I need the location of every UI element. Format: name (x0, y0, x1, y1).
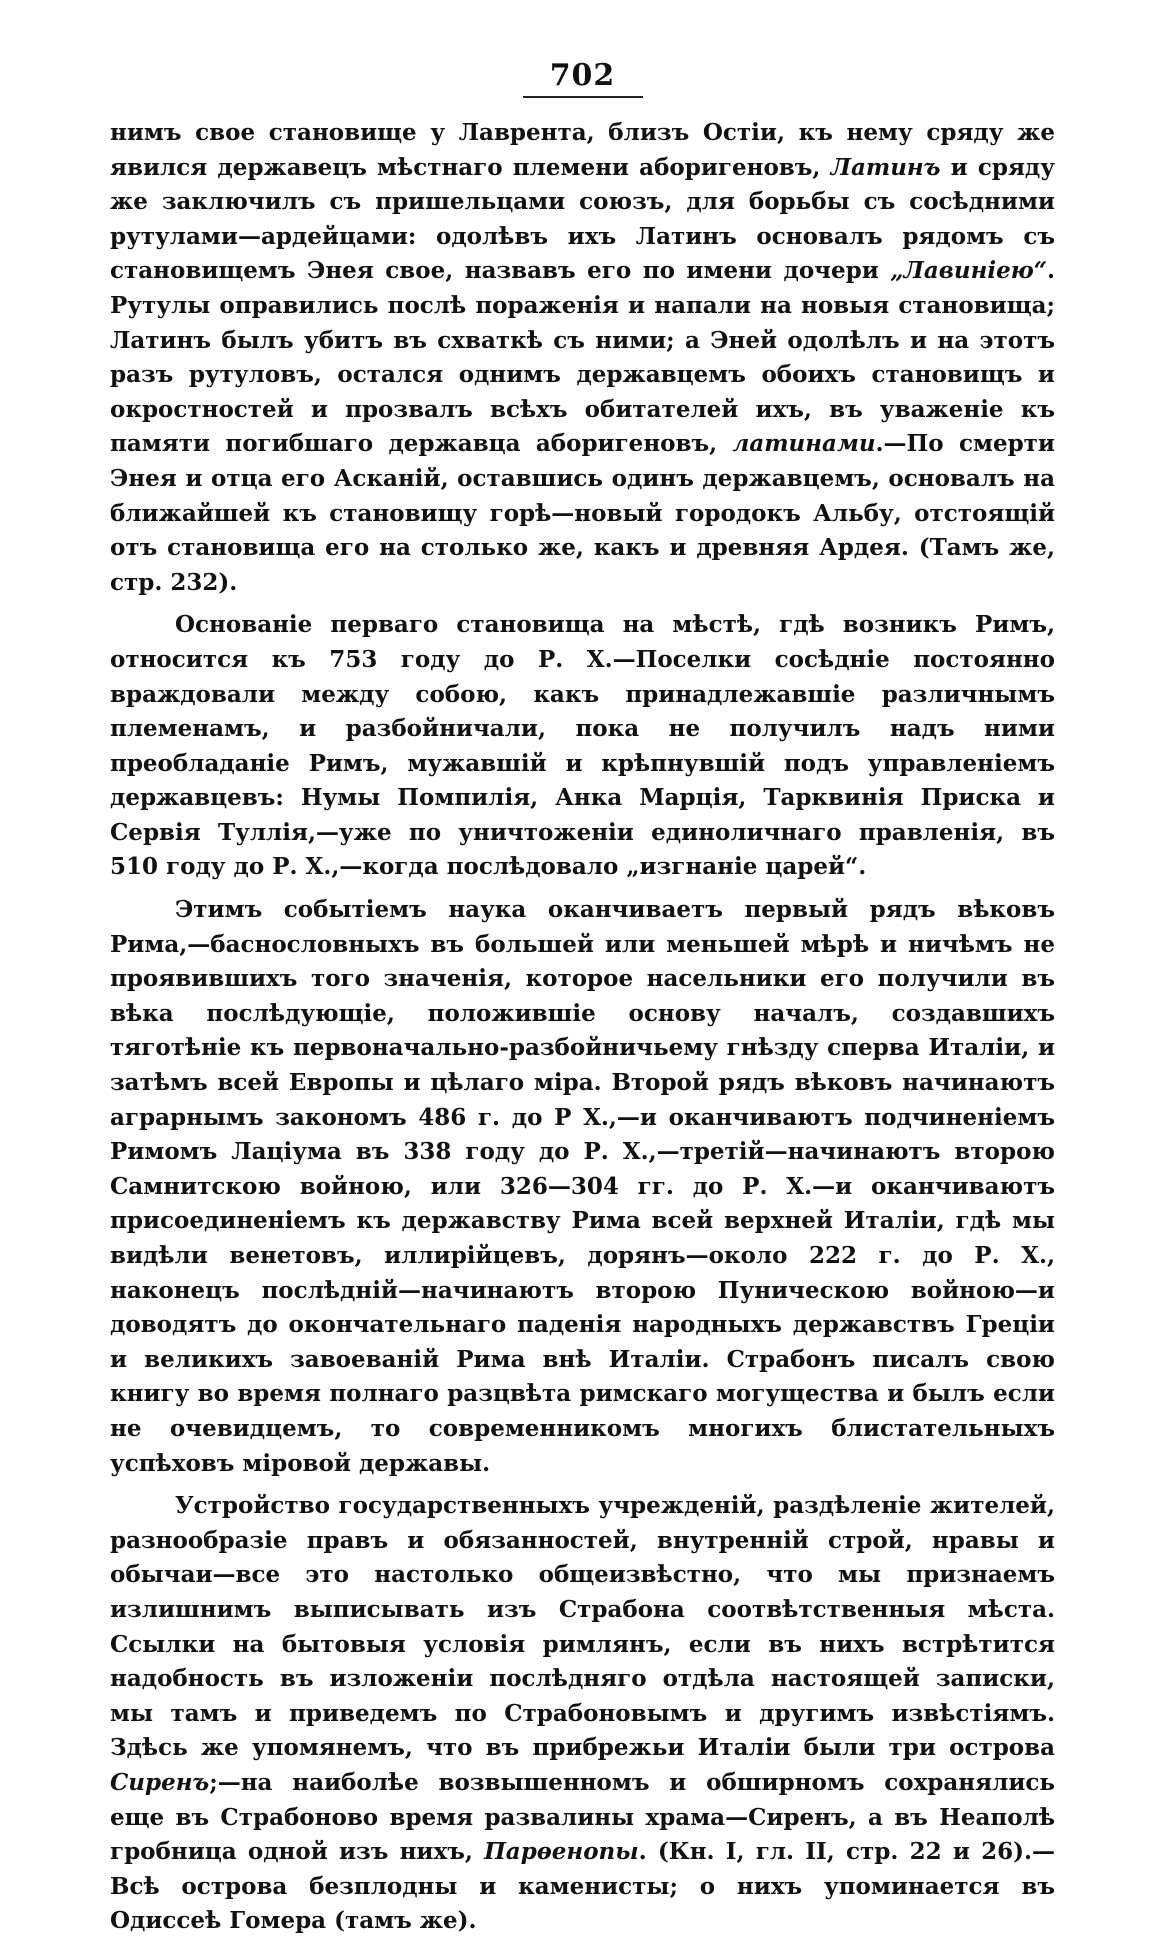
page-number-rule (523, 96, 643, 98)
text-run: . Рутулы оправились послѣ пораженія и напали на новыя становища; Латинъ былъ убитъ въ схваткѣ съ ними; а Эней одолѣлъ и на этотъ разъ рутуловъ, остался однимъ державцемъ обоихъ становищъ и окростностей и прозвалъ всѣхъ обитателей ихъ, въ уваженіе къ памяти погибшаго державца аборигеновъ, (110, 257, 1055, 458)
page (110, 58, 1055, 1939)
text-run: Основаніе перваго становища на мѣстѣ, гдѣ возникъ Римъ, относится къ 753 году до Р. Х.—Поселки сосѣдніе постоянно враждовали между собою, какъ принадлежавшіе различнымъ племенамъ, и разбойничали, пока не получилъ надъ ними преобладаніе Римъ, мужавшій и крѣпнувшій подъ управленіемъ державцевъ: Нумы Помпилія, Анка Марція, Тарквинія Приска и Сервія Туллія,—уже по уничтоженіи единоличнаго правленія, въ 510 году до Р. Х.,—когда послѣдовало „изгнаніе царей“. (110, 611, 1055, 881)
paragraph-4 (110, 1489, 1055, 1939)
text-run: .—По смерти Энея и отца его Асканій, оставшись одинъ державцемъ, основалъ на ближайшей къ становищу горѣ—новый городокъ Альбу, отстоящій отъ становища его на столько же, какъ и древняя Ардея. (Тамъ же, стр. 232). (110, 430, 1055, 596)
body-text (110, 116, 1055, 1939)
italic-term: Сиренъ (110, 1768, 210, 1796)
text-run: Этимъ событіемъ наука оканчиваетъ первый рядъ вѣковъ Рима,—баснословныхъ въ большей или меньшей мѣрѣ и ничѣмъ не проявившихъ того значенія, которое насельники его получили въ вѣка послѣдующіе, положившіе основу началъ, создавшихъ тяготѣніе къ первоначально-разбойничьему гнѣзду сперва Италіи, и затѣмъ всей Европы и цѣлаго міра. Второй рядъ вѣковъ начинаютъ аграрнымъ закономъ 486 г. до Р Х.,—и оканчиваютъ подчиненіемъ Римомъ Лаціума въ 338 году до Р. Х.,—третій—начинаютъ второю Самнитскою войною, или 326—304 гг. до Р. Х.—и оканчиваютъ присоединеніемъ къ державству Рима всей верхней Италіи, гдѣ мы видѣли венетовъ, иллирійцевъ, дорянъ—около 222 г. до Р. Х., наконецъ послѣдній—начинаютъ второю Пуническою войною—и доводятъ до окончательнаго паденія народныхъ державствъ Греціи и великихъ завоеваній Рима внѣ Италіи. Страбонъ писалъ свою книгу во время полнаго разцвѣта римскаго могущества и былъ если не очевидцемъ, то современникомъ многихъ блистательныхъ успѣховъ міровой державы. (110, 896, 1055, 1477)
italic-term: Парѳенопы (484, 1838, 639, 1866)
text-run: Устройство государственныхъ учрежденій, раздѣленіе жителей, разнообразіе правъ и обязанностей, внутренній строй, нравы и обычаи—все это настолько общеизвѣстно, что мы признаемъ излишнимъ выписывать изъ Страбона соотвѣтственныя мѣста. Ссылки на бытовыя условія римлянъ, если въ нихъ встрѣтится надобность въ изложеніи послѣдняго отдѣла настоящей записки, мы тамъ и приведемъ по Страбоновымъ и другимъ извѣстіямъ. Здѣсь же упомянемъ, что въ прибрежьи Италіи были три острова (110, 1492, 1055, 1762)
italic-term: латинами (732, 430, 876, 458)
text-run: . (Кн. I, гл. II, стр. 22 и 26).—Всѣ острова безплодны и каменисты; о нихъ упоминается въ Одиссеѣ Гомера (тамъ же). (110, 1838, 1055, 1935)
paragraph-1 (110, 116, 1055, 600)
italic-term: Латинъ (830, 153, 941, 181)
text-run: нимъ свое становище у Лаврента, близъ Остіи, къ нему сряду же явился державецъ мѣстнаго племени аборигеновъ, (110, 119, 1055, 181)
italic-term: „Лавиніею“ (890, 257, 1047, 285)
paragraph-3 (110, 893, 1055, 1481)
page-number: 702 (549, 58, 616, 93)
text-run: ;—на наиболѣе возвышенномъ и обширномъ сохранялись еще въ Страбоново время развалины храма—Сиренъ, а въ Неаполѣ гробница одной изъ нихъ, (110, 1768, 1055, 1866)
text-run: и сряду же заключилъ съ пришельцами союзъ, для борьбы съ сосѣдними рутулами—ардейцами: одолѣвъ ихъ Латинъ основалъ рядомъ съ становищемъ Энея свое, назвавъ его по имени дочери (110, 153, 1055, 285)
paragraph-2 (110, 608, 1055, 885)
